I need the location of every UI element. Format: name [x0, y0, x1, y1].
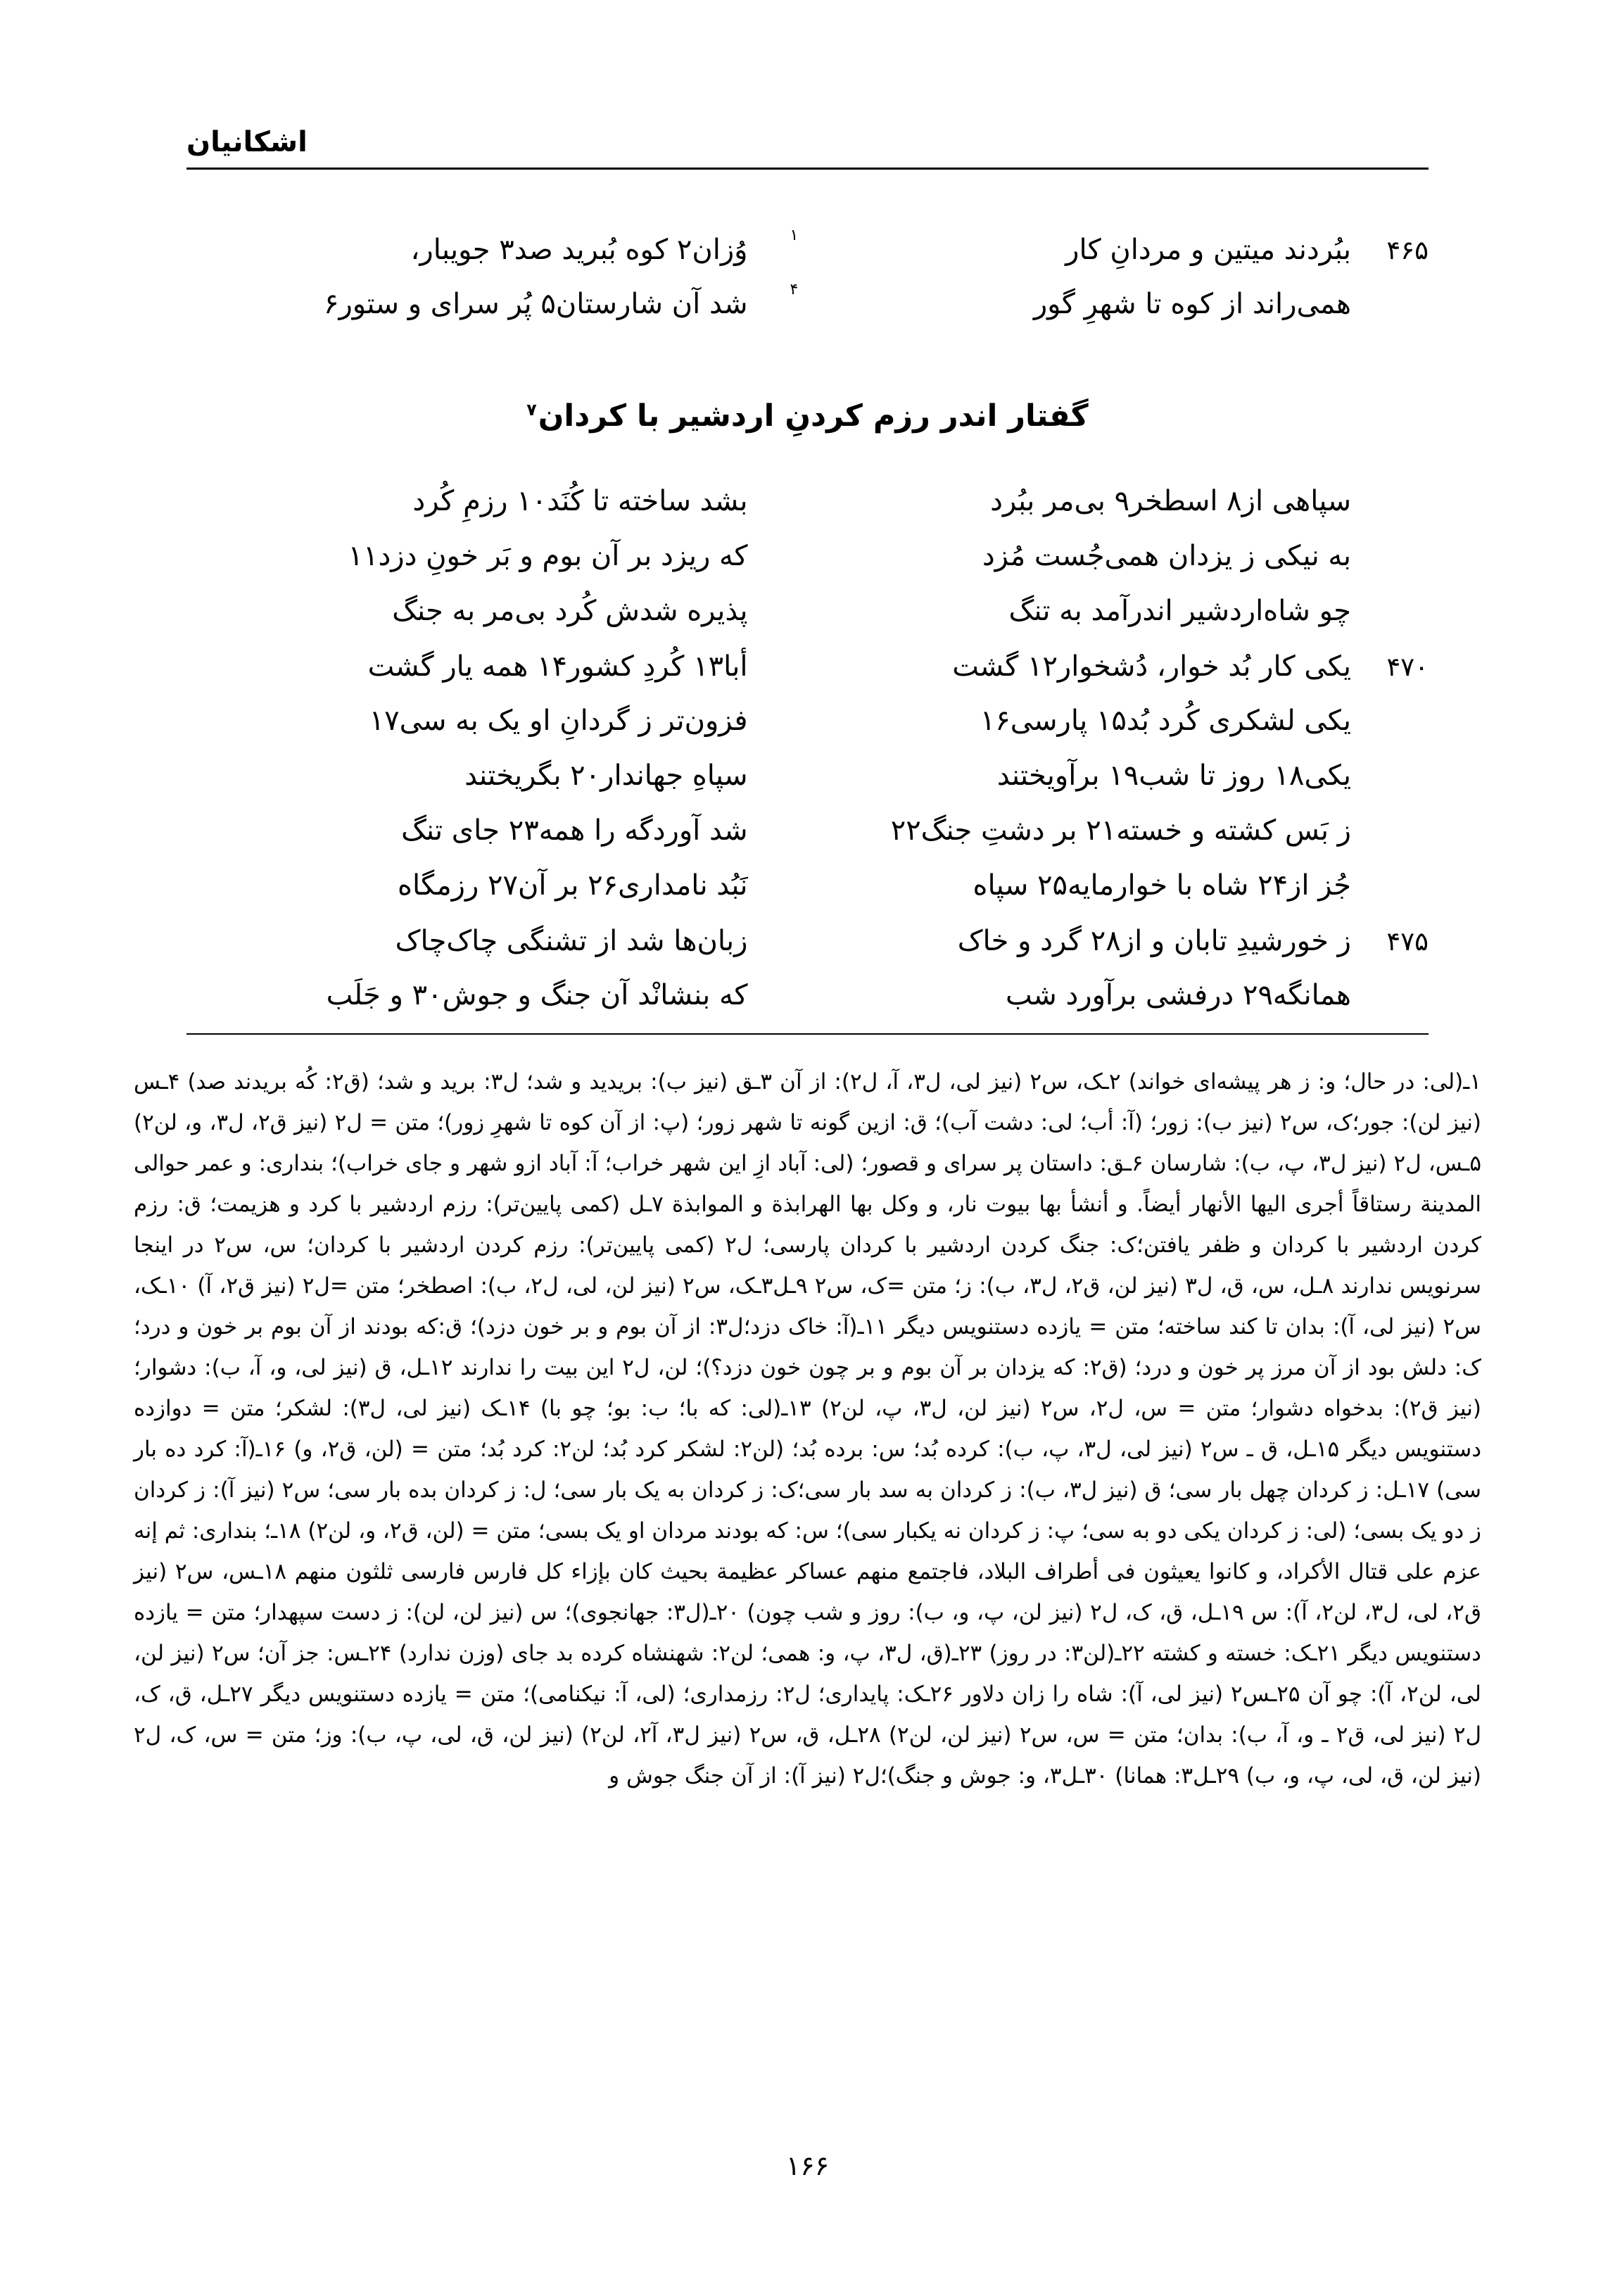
hemistich-right — [748, 281, 1352, 320]
hemistich-right — [748, 484, 1352, 515]
footnote-apparatus — [134, 1061, 1481, 1796]
footnote-divider — [186, 1033, 1429, 1035]
verse-number — [1351, 1002, 1429, 1004]
hemistich-left — [186, 287, 748, 318]
verse-number: ۴۶۵ — [1386, 235, 1429, 265]
hemistich-text: که ریزد بر آن بوم و بَر خونِ دزد۱۱ — [348, 540, 748, 572]
footnote-text: ۱ـ(لی: در حال؛ و: ز هر پیشه‌ای خواند) ۲ـک، س۲ (نیز لی، ل۳، آ، ل۲): از آن ۳ـق (نیز ب): بریدید و شد؛ ل۳: برید و شد؛ (ق۲: کُه بریدند صد) ۴ـس (نیز لن): جور؛ک، س۲ (نیز ب): زور؛ (آ: أب؛ لی: دشت آب)؛ ق: ازین گونه تا شهر زور؛ (پ: از آن کوه تا شهرِ زور)؛ متن = ل۲ (نیز ق۲، ل۳، و، لن۲) ۵ـس، ل۲ (نیز ل۳، پ، ب): شارسان ۶ـق: داستان پر سرای و قصور؛ (لی: آباد ازِ این شهر خراب؛ آ: آباد ازو شهر و جای خراب)؛ بنداری: و عمر حوالی المدینة رستاقاً أجری الیها الأنهار أیضاً. و أنشأ بها بیوت نار، و وکل بها الهرابذة و الموابذة ۷ـل (کمی پایین‌تر): رزم اردشیر با کرد و هزیمت؛ ق: رزم کردن اردشیر با کردان و ظفر یافتن؛ک: جنگ کردن اردشیر با کردان پارسی؛ ل۲ (کمی پایین‌تر): رزم کردن اردشیر با کردان؛ س، س۲ در اینجا سرنویس ندارند ۸ـل، س، ق، ل۳ (نیز لن، ق۲، ل۳، ب): ز؛ متن =ک، س۲ ۹ـل۳ـک، س۲ (نیز لن، لی، ل۲، ب): اصطخر؛ متن =ل۲ (نیز ق۲، آ) ۱۰ـک، س۲ (نیز لی، آ): بدان تا کند ساخته؛ متن = یازده دستنویس دیگر ۱۱ـ(آ: خاک دزد؛ل۳: از آن بوم و بر خون دزد)؛ ق:که بودند از آن بوم بر خون و درد؛ک: دلش بود از آن مرز پر خون و درد؛ (ق۲: که یزدان بر آن بوم و بر چون خون دزد؟)؛ لن، ل۲ این بیت را ندارند ۱۲ـل، ق (نیز لی، و، آ، ب): دشوار؛ (نیز ق۲): بدخواه دشوار؛ متن = س، ل۲، س۲ (نیز لن، ل۳، پ، لن۲) ۱۳ـ(لی: که با؛ ب: بو؛ چو با) ۱۴ـک (نیز لی، ل۳): لشکر؛ متن = دوازده دستنویس دیگر ۱۵ـل، ق ـ س۲ (نیز لی، ل۳، پ، ب): کرده بُد؛ س: برده بُد؛ (لن۲: لشکر کرد بُد؛ لن۲: کرد بُد؛ متن = (لن، ق۲، و) ۱۶ـ(آ: کرد ده بار سی) ۱۷ـل: ز کردان چهل بار سی؛ ق (نیز ل۳، ب): ز کردان به سد بار سی؛ک: ز کردان به یک بار سی؛ ل: ز کردان بده بار سی؛ س۲ (نیز آ): ز کردان ز دو یک بسی؛ (لی: ز کردان یکی دو به سی؛ پ: ز کردان نه یکبار سی)؛ س: که بودند مردان او یک بسی؛ متن = (لن، ق۲، و، لن۲) ۱۸ـ؛ بنداری: ثم إنه عزم علی قتال الأکراد، و کانوا یعیثون فی أطراف البلاد، فاجتمع منهم عساکر عظیمة بحیث کان بإزاء کل فارس فارسی ثلثون منهم ۱۸ـس، س۲ (نیز ق۲، لی، ل۳، لن۲، آ): س ۱۹ـل، ق، ک، ل۲ (نیز لن، پ، و، ب): روز و شب چون) ۲۰ـ(ل۳: جهانجوی)؛ س (نیز لن، لن): ز دست سپهدار؛ متن = یازده دستنویس دیگر ۲۱ـک: خسته و کشته ۲۲ـ(لن۳: در روز) ۲۳ـ(ق، ل۳، پ، و: همی؛ لن۲: شهنشاه کرده بد جای (وزن ندارد) ۲۴ـس: جز آن؛ س۲ (نیز لن، لی، لن۲، آ): چو آن ۲۵ـس۲ (نیز لی، آ): شاه را زان دلاور ۲۶ـک: پایداری؛ ل۲: رزمداری؛ (لی، آ: نیکنامی)؛ متن = یازده دستنویس دیگر ۲۷ـل، ق، ک، ل۲ (نیز لی، ق۲ ـ و، آ، ب): بدان؛ متن = س، س۲ (نیز لن، لن۲) ۲۸ـل، ق، س۲ (نیز ل۳، آ۲، لن۲) (نیز لن، ق، لی، پ، ب): وز؛ متن = س، ک، ل۲ (نیز لن، ق، لی، پ، و، ب) ۲۹ـل۳: همانا) ۳۰ـل۳، و: جوش و جنگ)؛ل۲ (نیز آ): از آن جنگ جوش و — [134, 1069, 1482, 1789]
hemistich-right — [748, 227, 1352, 266]
hemistich-right — [748, 924, 1352, 955]
hemistich-left — [186, 650, 748, 681]
verse-line — [186, 281, 1429, 342]
hemistich-right — [748, 759, 1352, 790]
verse-number — [1351, 727, 1429, 730]
verse-line — [186, 649, 1429, 704]
hemistich-text: همانگه۲۹ درفشی برآورد شب — [1005, 979, 1351, 1011]
verse-block-top — [186, 227, 1429, 342]
hemistich-left — [186, 759, 748, 790]
hemistich-text: فزون‌تر ز گردانِ او یک به سی۱۷ — [369, 705, 748, 737]
hemistich-left — [186, 814, 748, 845]
hemistich-text: جُز از۲۴ شاه با خوارمایه۲۵ سپاه — [973, 869, 1351, 902]
hemistich-text: وُزان۲ کوه بُبرید صد۳ جویبار، — [410, 234, 748, 266]
verse-number — [1351, 310, 1429, 313]
hemistich-text: شد آن شارستان۵ پُر سرای و ستور۶ — [323, 288, 748, 320]
running-head-title: اشکانیان — [186, 126, 308, 158]
section-heading — [186, 398, 1429, 434]
verse-line — [186, 704, 1429, 759]
hemistich-left — [186, 704, 748, 735]
hemistich-right — [748, 978, 1352, 1009]
hemistich-text: ببُردند میتین و مردانِ کار — [1065, 234, 1351, 266]
footnote-marker: ۷ — [526, 399, 537, 420]
hemistich-text: یکی کار بُد خوار، دُشخوار۱۲ گشت — [952, 650, 1351, 683]
section-heading-text: گفتار اندر رزم کردنِ اردشیر با کردان — [538, 398, 1089, 434]
hemistich-text: که بنشانْد آن جنگ و جوش۳۰ و جَلَب — [326, 979, 748, 1011]
verse-number — [1351, 892, 1429, 895]
running-head-divider — [186, 168, 1429, 170]
hemistich-left — [186, 484, 748, 515]
verse-line — [186, 594, 1429, 649]
hemistich-right — [748, 869, 1352, 900]
verse-line — [186, 759, 1429, 814]
hemistich-right — [748, 650, 1352, 681]
hemistich-text: نَبُد نامداری۲۶ بر آن۲۷ رزمگاه — [398, 869, 748, 902]
hemistich-text: ز بَس کشته و خسته۲۱ بر دشتِ جنگ۲۲ — [890, 814, 1351, 847]
hemistich-text: چو شاه‌اردشیر اندرآمد به تنگ — [1008, 595, 1351, 627]
hemistich-text: یکی۱۸ روز تا شب۱۹ برآویختند — [996, 759, 1351, 792]
verse-line — [186, 869, 1429, 923]
verse-number: ۴۷۵ — [1386, 926, 1429, 957]
verse-line — [186, 539, 1429, 594]
verse-block-main — [186, 484, 1429, 1033]
hemistich-left — [186, 594, 748, 625]
verse-number — [1351, 617, 1429, 620]
verse-line — [186, 484, 1429, 539]
hemistich-left — [186, 978, 748, 1009]
hemistich-right — [748, 594, 1352, 625]
hemistich-text: زبان‌ها شد از تشنگی چاک‌چاک — [395, 925, 748, 957]
verse-number — [1351, 782, 1429, 785]
footnote-marker: ۱ — [790, 227, 799, 244]
page-number: ۱۶۶ — [785, 2150, 830, 2181]
hemistich-text: پذیره شدش کُرد بی‌مر به جنگ — [392, 595, 748, 627]
running-head-area — [186, 127, 1429, 170]
hemistich-text: همی‌راند از کوه تا شهرِ گور — [1033, 288, 1351, 320]
hemistich-text: بشد ساخته تا کُنَد۱۰ رزمِ کُرد — [412, 485, 748, 517]
hemistich-text: سپاهی از۸ اسطخر۹ بی‌مر ببُرد — [990, 485, 1351, 517]
verse-number: ۴۷۰ — [1386, 652, 1429, 682]
hemistich-text: سپاهِ جهاندار۲۰ بگریختند — [464, 759, 748, 792]
hemistich-left — [186, 924, 748, 955]
hemistich-text: أبا۱۳ کُردِ کشور۱۴ همه یار گشت — [367, 650, 748, 683]
verse-number — [1351, 837, 1429, 840]
verse-line — [186, 978, 1429, 1033]
hemistich-text: یکی لشکری کُرد بُد۱۵ پارسی۱۶ — [980, 705, 1351, 737]
hemistich-right — [748, 704, 1352, 735]
hemistich-left — [186, 869, 748, 900]
footnote-marker: ۴ — [790, 281, 799, 298]
hemistich-left — [186, 233, 748, 264]
hemistich-left — [186, 539, 748, 570]
verse-number — [1351, 507, 1429, 510]
verse-number — [1351, 562, 1429, 565]
verse-line — [186, 923, 1429, 978]
hemistich-right — [748, 814, 1352, 845]
hemistich-text: به نیکی ز یزدان همی‌جُست مُزد — [982, 540, 1351, 572]
hemistich-text: شد آوردگه را همه۲۳ جای تنگ — [401, 814, 748, 847]
hemistich-text: ز خورشیدِ تابان و از۲۸ گرد و خاک — [957, 925, 1351, 957]
verse-line — [186, 227, 1429, 287]
verse-line — [186, 814, 1429, 869]
hemistich-right — [748, 539, 1352, 570]
